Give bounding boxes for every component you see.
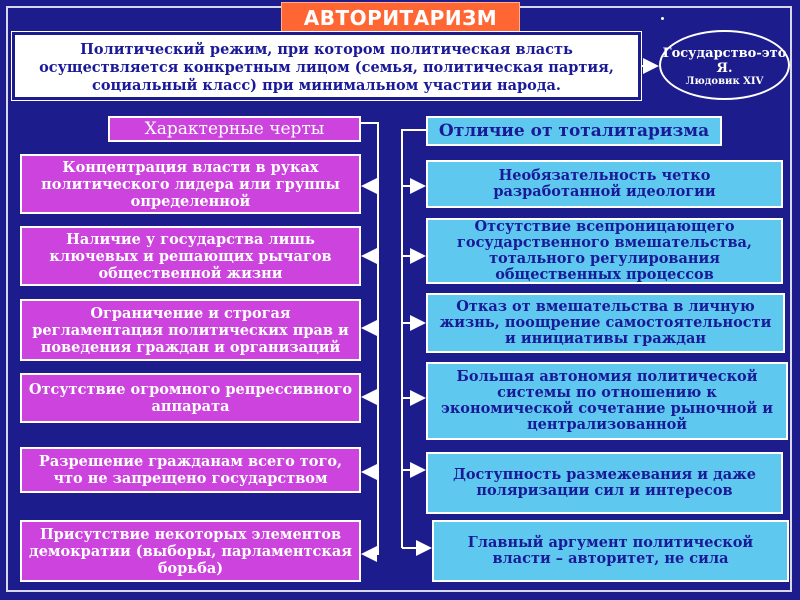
feature-box-6: Присутствие некоторых элементов демократии (выборы, парламентская борьба) — [20, 520, 361, 582]
difference-box-1: Необязательность четко разработанной идеологии — [426, 160, 783, 208]
difference-box-5: Доступность размежевания и даже поляризации сил и интересов — [426, 452, 783, 514]
difference-box-6: Главный аргумент политической власти – авторитет, не сила — [432, 520, 789, 582]
decorative-dot — [661, 17, 664, 20]
differences-header: Отличие от тоталитаризма — [426, 116, 722, 146]
feature-box-2: Наличие у государства лишь ключевых и решающих рычагов общественной жизни — [20, 226, 361, 286]
quote-author: Людовик XIV — [685, 76, 764, 87]
definition-box: Политический режим, при котором политическая власть осуществляется конкретным лицом (семья, политическая партия, социальный класс) при минимальном участии народа. — [12, 32, 641, 100]
slide-title: АВТОРИТАРИЗМ — [281, 2, 520, 34]
feature-box-5: Разрешение гражданам всего того, что не запрещено государством — [20, 447, 361, 493]
left-spine — [361, 123, 378, 555]
quote-text: Государство-это Я. — [662, 46, 787, 76]
features-header: Характерные черты — [108, 116, 361, 142]
quote-oval — [659, 30, 790, 100]
feature-box-4: Отсутствие огромного репрессивного аппарата — [20, 373, 361, 423]
difference-box-2: Отсутствие всепроницающего государственного вмешательства, тотального регулирования общественных процессов — [426, 218, 783, 284]
right-spine — [402, 130, 426, 548]
difference-box-4: Большая автономия политической системы по отношению к экономической сочетание рыночной и централизованной — [426, 362, 788, 440]
difference-box-3: Отказ от вмешательства в личную жизнь, поощрение самостоятельности и инициативы граждан — [426, 293, 785, 353]
feature-box-1: Концентрация власти в руках политического лидера или группы определенной — [20, 154, 361, 214]
feature-box-3: Ограничение и строгая регламентация политических прав и поведения граждан и организаций — [20, 299, 361, 361]
